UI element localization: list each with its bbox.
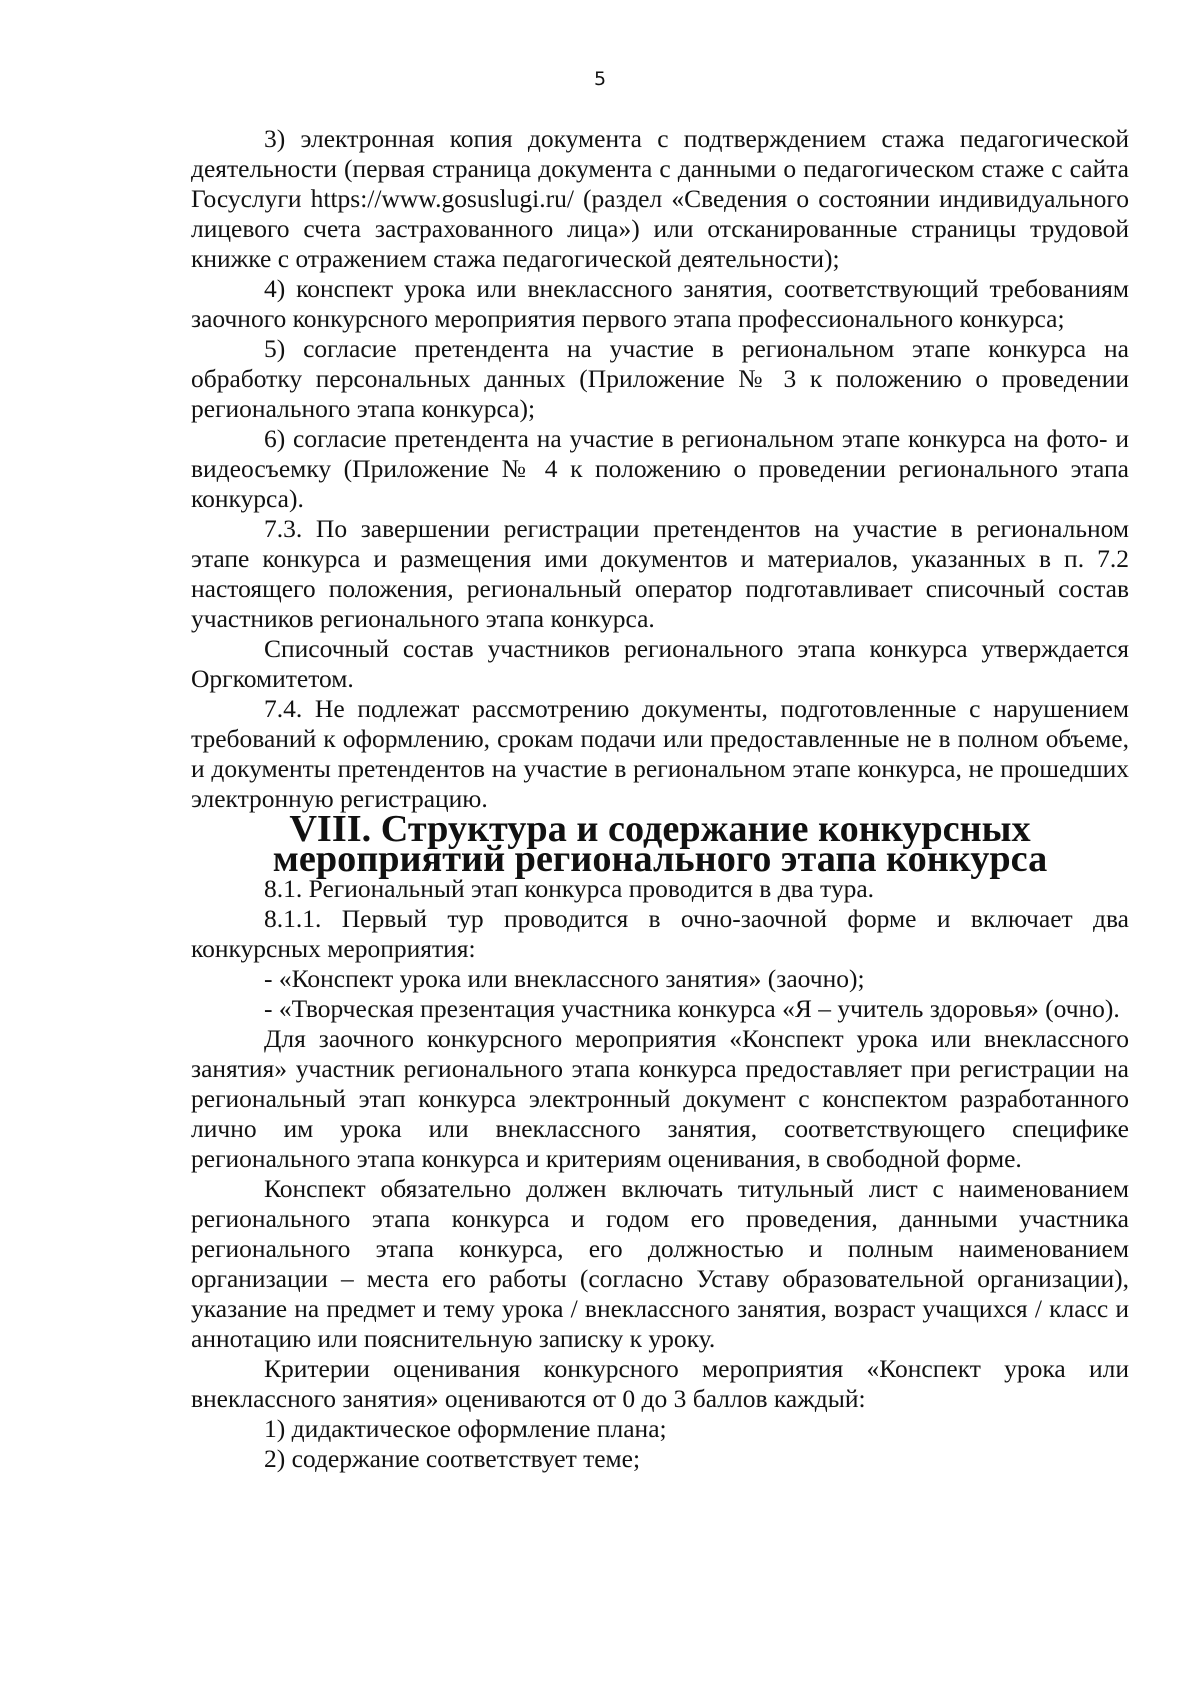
criterion-item-1: 1) дидактическое оформление плана;	[264, 1414, 667, 1443]
paragraph-item-3: 3) электронная копия документа с подтверждением стажа педагогической деятельности (первая страница документа с данными о педагогическом стаже с сайта Госуслуги https://www.gosuslugi.ru/ (раздел «Сведения о состоянии индивидуального лицевого счета застрахованного лица») или отсканированные страницы трудовой книжке с отражением стажа педагогической деятельности);	[191, 124, 1129, 273]
document-body	[191, 124, 1129, 1474]
paragraph-item-4: 4) конспект урока или внеклассного занятия, соответствующий требованиям заочного конкурсного мероприятия первого этапа профессионального конкурса;	[191, 274, 1129, 333]
paragraph-7-3: 7.3. По завершении регистрации претендентов на участие в региональном этапе конкурса и размещения ими документов и материалов, указанных в п. 7.2 настоящего положения, региональный оператор подготавливает списочный состав участников регионального этапа конкурса.	[191, 514, 1129, 633]
paragraph-8-1: 8.1. Региональный этап конкурса проводится в два тура.	[264, 874, 875, 903]
paragraph-item-5: 5) согласие претендента на участие в региональном этапе конкурса на обработку персональных данных (Приложение № 3 к положению о проведении регионального этапа конкурса);	[191, 334, 1129, 423]
paragraph-lesson-plan-requirements: Конспект обязательно должен включать титульный лист с наименованием регионального этапа конкурса и годом его проведения, данными участника регионального этапа конкурса, его должностью и полным наименованием организации – места его работы (согласно Уставу образовательной организации), указание на предмет и тему урока / внеклассного занятия, возраст учащихся / класс и аннотацию или пояснительную записку к уроку.	[191, 1174, 1129, 1353]
paragraph-criteria: Критерии оценивания конкурсного мероприятия «Конспект урока или внеклассного занятия» оцениваются от 0 до 3 баллов каждый:	[191, 1354, 1129, 1413]
criterion-item-2: 2) содержание соответствует теме;	[264, 1444, 641, 1473]
paragraph-correspondence-event: Для заочного конкурсного мероприятия «Конспект урока или внеклассного занятия» участник регионального этапа конкурса предоставляет при регистрации на региональный этап конкурса электронный документ с конспектом разработанного лично им урока или внеклассного занятия, соответствующего специфике регионального этапа конкурса и критериям оценивания, в свободной форме.	[191, 1024, 1129, 1173]
list-item-creative-presentation: - «Творческая презентация участника конкурса «Я – учитель здоровья» (очно).	[264, 994, 1120, 1023]
section-heading: VIII. Структура и содержание конкурсных мероприятий регионального этапа конкурса	[272, 808, 1048, 880]
list-item-lesson-plan: - «Конспект урока или внеклассного занятия» (заочно);	[264, 964, 865, 993]
paragraph-7-4: 7.4. Не подлежат рассмотрению документы, подготовленные с нарушением требований к оформлению, срокам подачи или предоставленные не в полном объеме, и документы претендентов на участие в региональном этапе конкурса, не прошедших электронную регистрацию.	[191, 694, 1129, 813]
page-number: 5	[593, 68, 607, 90]
paragraph-list-approval: Списочный состав участников регионального этапа конкурса утверждается Оргкомитетом.	[191, 634, 1129, 693]
paragraph-item-6: 6) согласие претендента на участие в региональном этапе конкурса на фото- и видеосъемку (Приложение № 4 к положению о проведении регионального этапа конкурса).	[191, 424, 1129, 513]
paragraph-8-1-1: 8.1.1. Первый тур проводится в очно-заочной форме и включает два конкурсных мероприятия:	[191, 904, 1129, 963]
